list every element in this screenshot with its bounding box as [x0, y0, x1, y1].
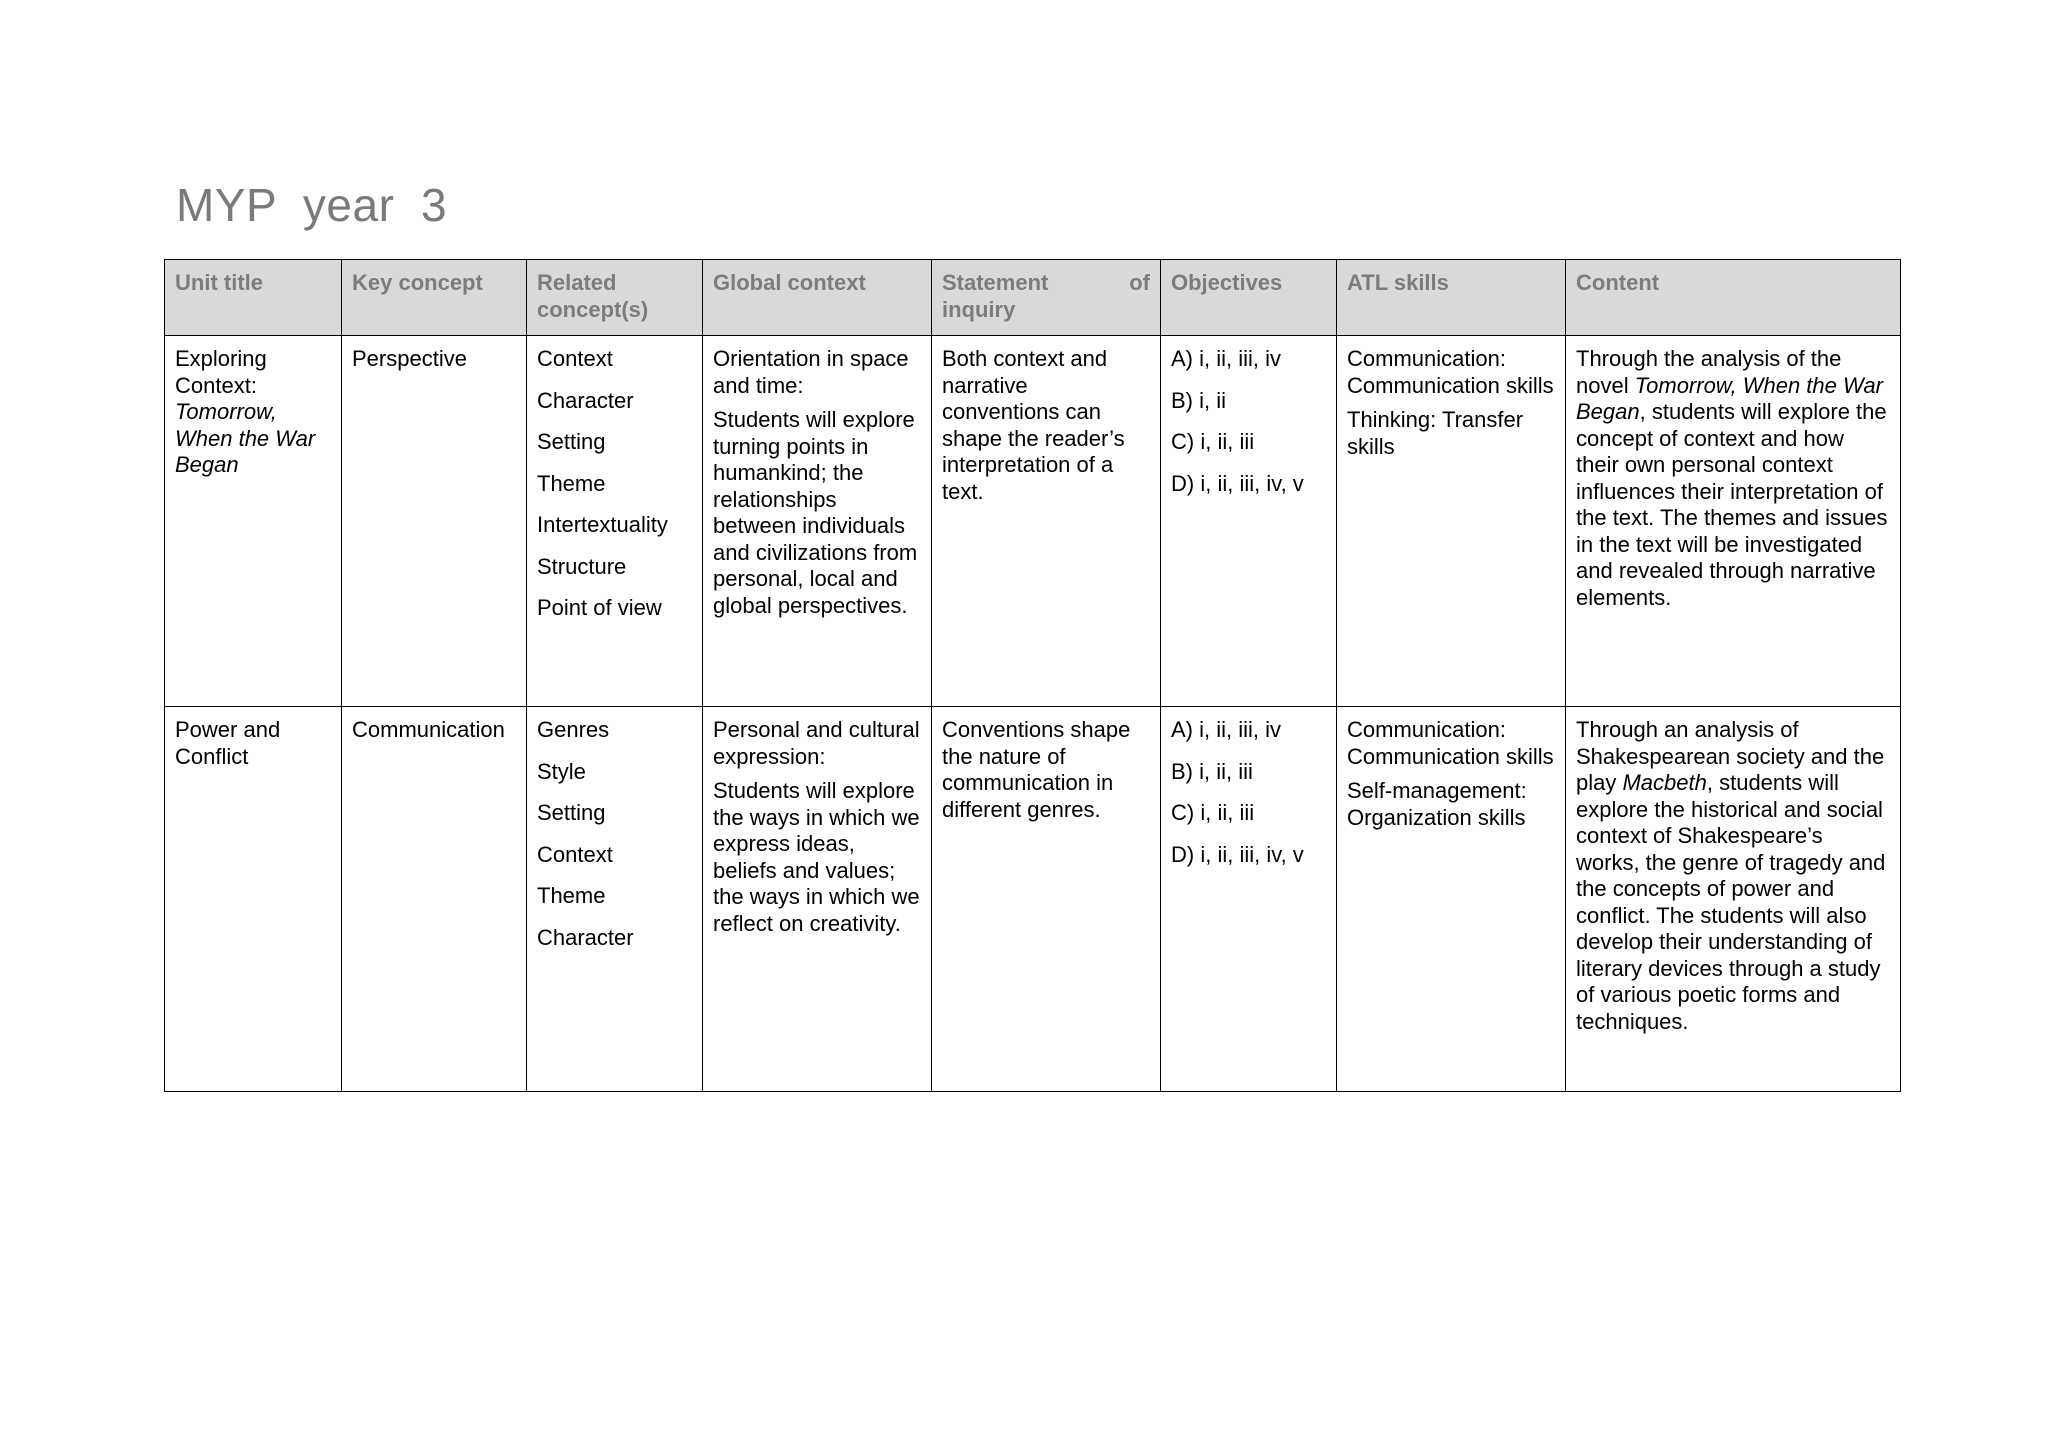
- related-concept-item: Structure: [537, 553, 627, 579]
- content-novel-title: Tomorrow, When the War Began: [1576, 372, 1883, 424]
- unit-title-novel: Tomorrow, When the War Began: [175, 399, 316, 477]
- global-context-body: Students will explore the ways in which we express ideas, beliefs and values; the ways in which we reflect on creativity.: [713, 778, 920, 936]
- header-row: [165, 260, 1901, 336]
- global-context-title: Orientation in space and time:: [713, 346, 909, 398]
- cell-atl-skills: [1337, 336, 1566, 707]
- cell-unit-title: [165, 707, 342, 1092]
- content-text: Through the analysis of the novel: [1576, 346, 1842, 398]
- related-concept-item: Theme: [537, 883, 606, 908]
- header-objectives: Objectives: [1161, 260, 1337, 336]
- cell-unit-title: [165, 336, 342, 707]
- cell-global-context: [703, 336, 932, 707]
- header-key-concept: Key concept: [342, 260, 527, 336]
- related-concept-item: Context: [537, 346, 613, 371]
- objective-item: B) i, ii: [1171, 387, 1226, 413]
- unit-title-line: Context:: [175, 372, 257, 398]
- header-related-concepts: Related concept(s): [527, 260, 703, 336]
- cell-related-concepts: [527, 707, 703, 1092]
- header-statement-of-inquiry: [932, 260, 1161, 336]
- atl-skill-item: Communication: Communication skills: [1347, 717, 1554, 769]
- related-concept-item: Style: [537, 758, 586, 784]
- header-unit-title: Unit title: [165, 260, 342, 336]
- unit-title-line: Exploring: [175, 346, 267, 371]
- objective-item: A) i, ii, iii, iv: [1171, 346, 1281, 371]
- related-concept-item: Intertextuality: [537, 512, 668, 537]
- global-context-title: Personal and cultural expression:: [713, 717, 920, 769]
- content-text: , students will explore the concept of context and how their own personal context influences their interpretation of the text. The themes and issues in the text will be investigated and revealed through narrative elements.: [1576, 399, 1888, 610]
- header-global-context: Global context: [703, 260, 932, 336]
- objective-item: C) i, ii, iii: [1171, 800, 1255, 825]
- cell-global-context: [703, 707, 932, 1092]
- related-concept-item: Theme: [537, 470, 606, 496]
- unit-planner-table: [164, 259, 1901, 1092]
- related-concept-item: Character: [537, 924, 634, 950]
- cell-objectives: [1161, 336, 1337, 707]
- related-concept-item: Character: [537, 387, 634, 413]
- header-content: Content: [1566, 260, 1901, 336]
- objective-item: D) i, ii, iii, iv, v: [1171, 841, 1304, 867]
- global-context-body: Students will explore turning points in humankind; the relationships between individuals and civilizations from personal, local and global perspectives.: [713, 407, 918, 618]
- related-concept-item: Point of view: [537, 595, 662, 620]
- related-concept-item: Genres: [537, 717, 610, 742]
- cell-content: [1566, 707, 1901, 1092]
- related-concept-item: Setting: [537, 800, 606, 825]
- atl-skill-item: Communication: Communication skills: [1347, 346, 1554, 398]
- page-title: MYP year 3: [176, 179, 448, 231]
- related-concept-item: Setting: [537, 429, 606, 454]
- cell-atl-skills: [1337, 707, 1566, 1092]
- content-play-title: Macbeth: [1622, 770, 1707, 795]
- header-inquiry-word: inquiry: [942, 296, 1016, 322]
- objective-item: C) i, ii, iii: [1171, 429, 1255, 454]
- objective-item: B) i, ii, iii: [1171, 758, 1253, 784]
- unit-title-line: Conflict: [175, 743, 249, 769]
- objective-item: D) i, ii, iii, iv, v: [1171, 470, 1304, 496]
- table-row: [165, 336, 1901, 707]
- cell-objectives: [1161, 707, 1337, 1092]
- content-text: , students will explore the historical and social context of Shakespeare’s works, the genre of tragedy and the concepts of power and conflict. The students will also develop their understanding of literary devices through a study of various poetic forms and techniques.: [1576, 770, 1886, 1034]
- objective-item: A) i, ii, iii, iv: [1171, 717, 1281, 742]
- related-concept-item: Context: [537, 841, 613, 867]
- header-of-word: of: [1129, 270, 1150, 295]
- cell-content: [1566, 336, 1901, 707]
- content-text: Through an analysis of Shakespearean society and the play: [1576, 717, 1885, 795]
- header-atl-skills: ATL skills: [1337, 260, 1566, 336]
- unit-title-line: Power and: [175, 717, 281, 742]
- table-row: [165, 707, 1901, 1092]
- header-statement-word: Statement: [942, 270, 1049, 295]
- cell-statement-of-inquiry: Both context and narrative conventions can shape the reader’s interpretation of a text.: [932, 336, 1161, 707]
- cell-key-concept: Perspective: [342, 336, 527, 707]
- cell-statement-of-inquiry: Conventions shape the nature of communication in different genres.: [932, 707, 1161, 1092]
- cell-key-concept: Communication: [342, 707, 527, 1092]
- atl-skill-item: Self-management: Organization skills: [1347, 778, 1527, 830]
- atl-skill-item: Thinking: Transfer skills: [1347, 407, 1524, 459]
- cell-related-concepts: [527, 336, 703, 707]
